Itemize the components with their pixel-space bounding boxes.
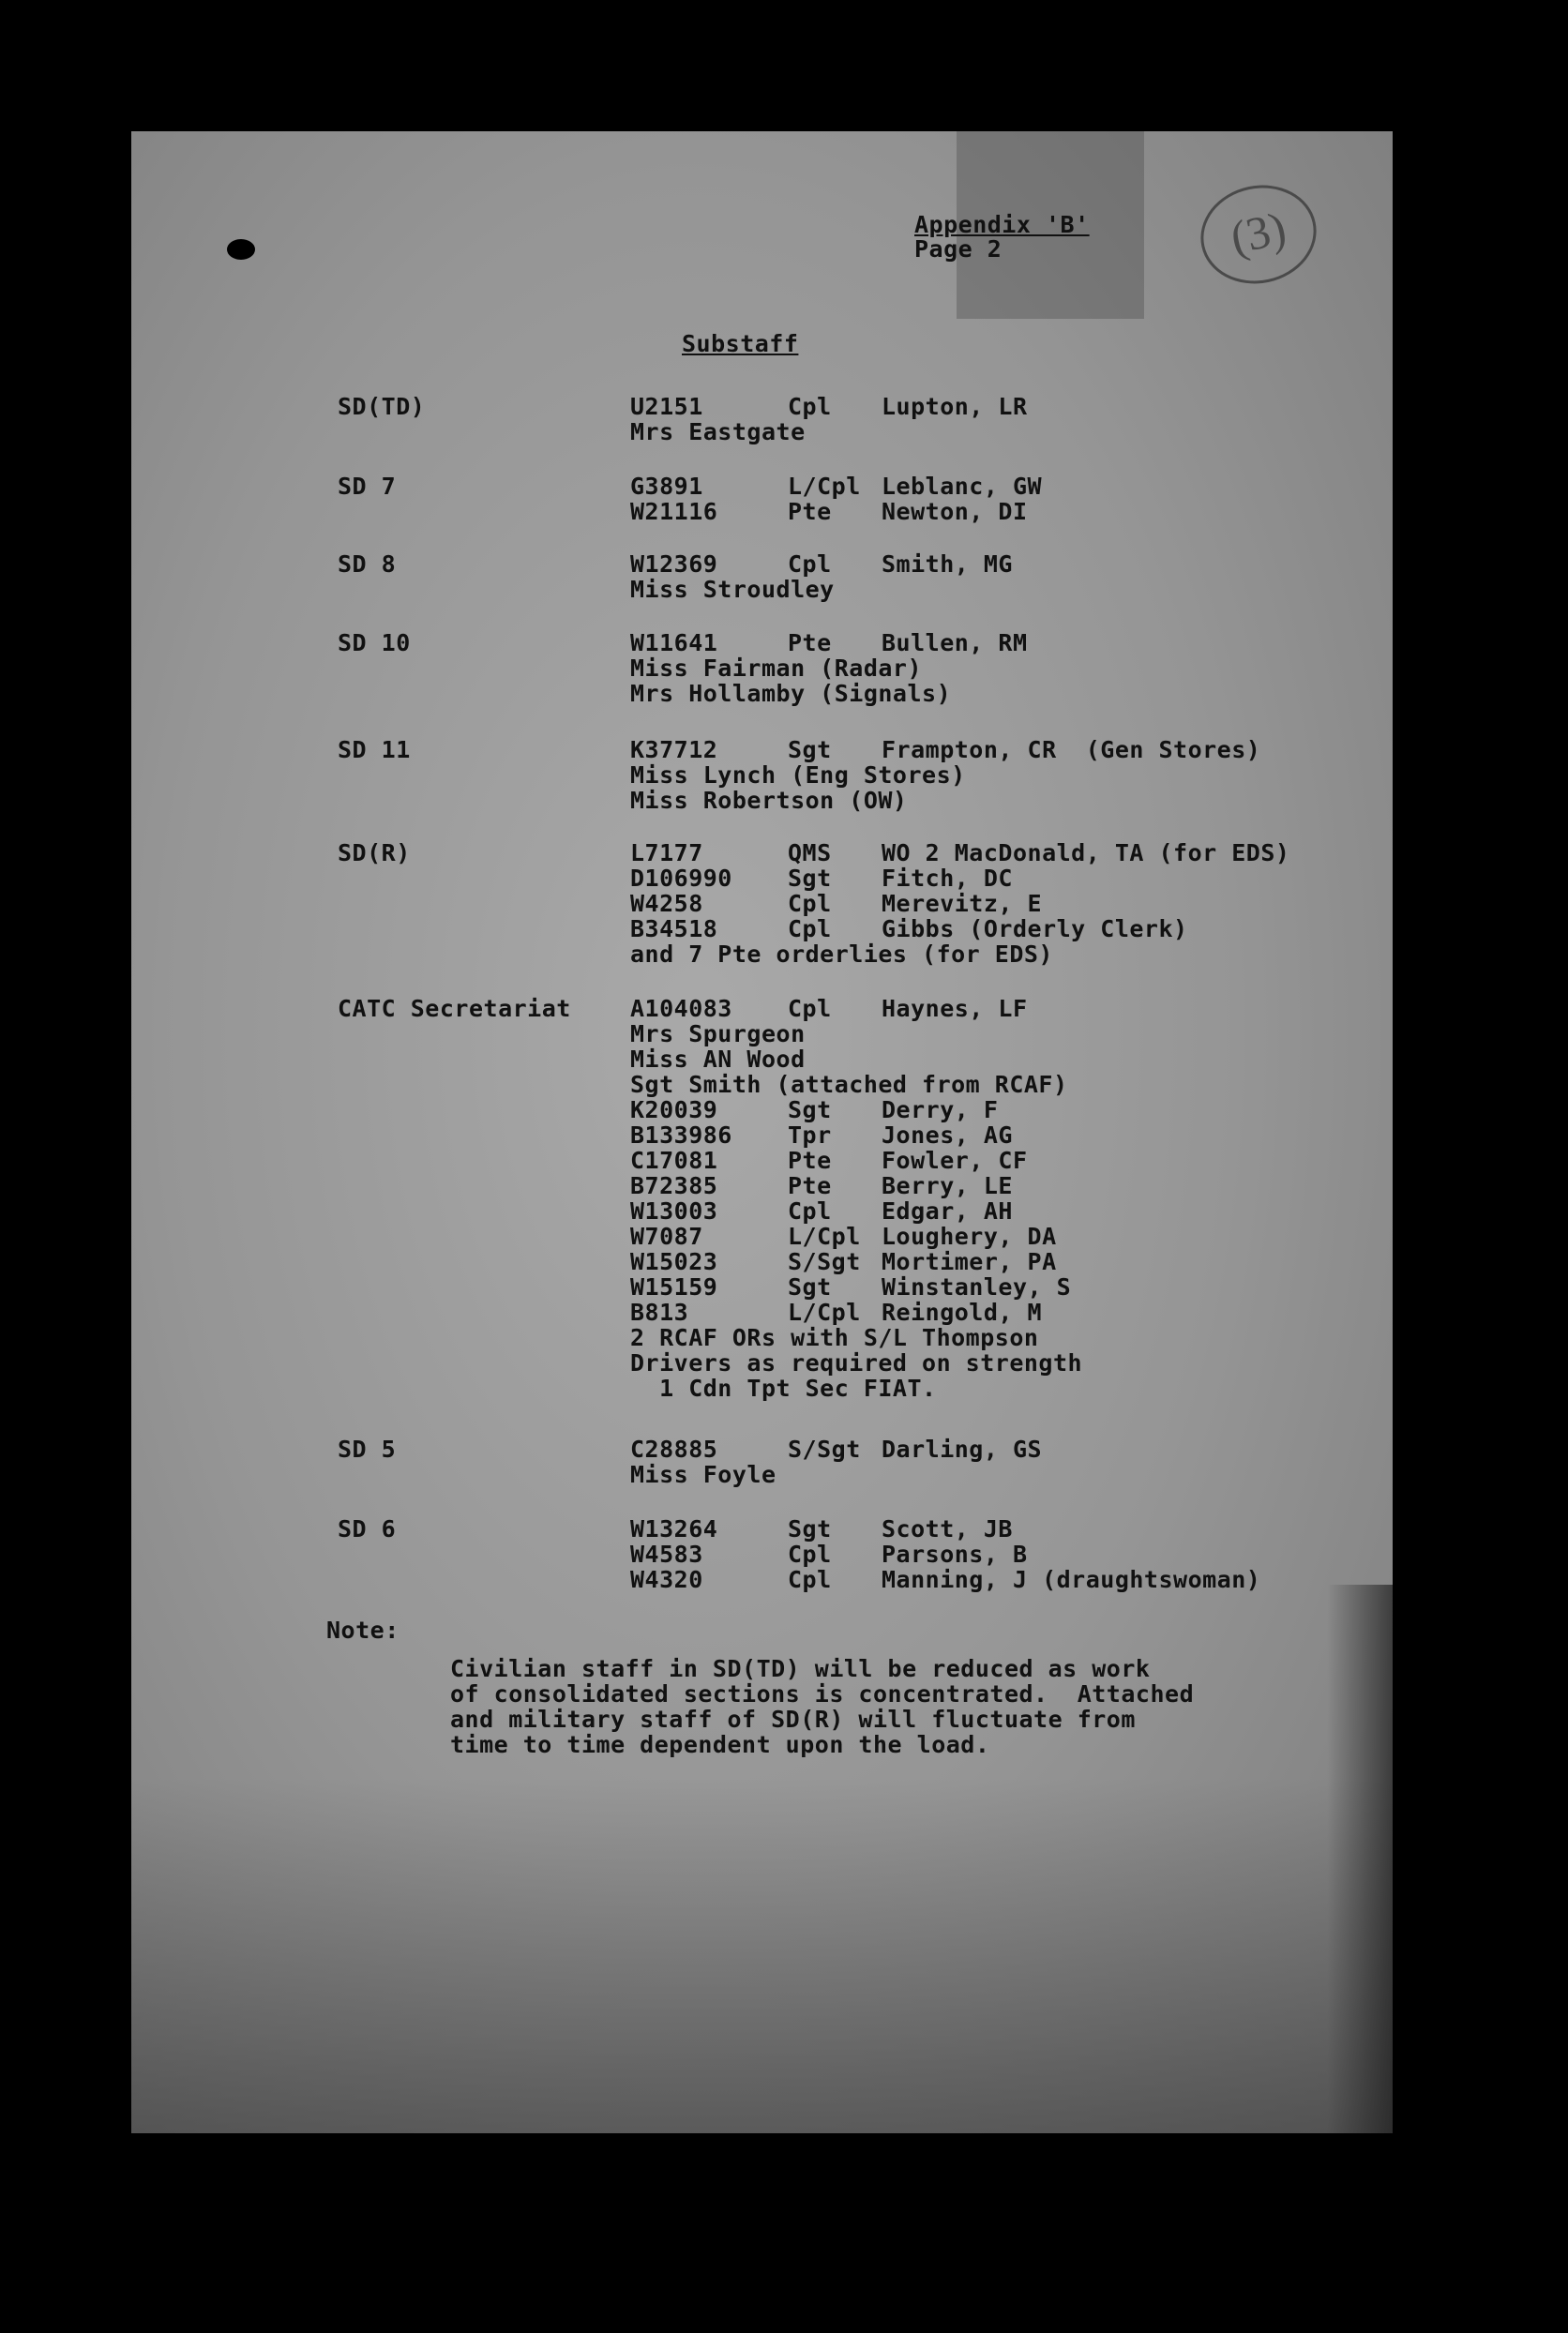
staff-name: WO 2 MacDonald, TA (for EDS) bbox=[882, 839, 1290, 866]
staff-name: Lupton, LR bbox=[882, 393, 1028, 420]
staff-name: Manning, J (draughtswoman) bbox=[882, 1566, 1261, 1593]
rank: Cpl bbox=[788, 1541, 832, 1568]
staff-name: Merevitz, E bbox=[882, 890, 1043, 917]
stamp-text: (3) bbox=[1226, 201, 1290, 264]
staff-name: Winstanley, S bbox=[882, 1273, 1072, 1301]
note-line: Civilian staff in SD(TD) will be reduced as work bbox=[450, 1655, 1151, 1682]
page-number: Page 2 bbox=[914, 235, 1003, 263]
rank: L/Cpl bbox=[788, 1299, 861, 1326]
service-number: D106990 bbox=[630, 865, 732, 892]
rank: Cpl bbox=[788, 550, 832, 578]
service-number: W21116 bbox=[630, 498, 718, 525]
staff-name: Frampton, CR (Gen Stores) bbox=[882, 736, 1261, 763]
section-name: SD 8 bbox=[338, 550, 397, 578]
section-name: SD 7 bbox=[338, 473, 397, 500]
section-name: SD 6 bbox=[338, 1515, 397, 1543]
rank: Cpl bbox=[788, 915, 832, 942]
service-number: W4583 bbox=[630, 1541, 703, 1568]
rank: QMS bbox=[788, 839, 832, 866]
section-name: SD 11 bbox=[338, 736, 411, 763]
note-line: time to time dependent upon the load. bbox=[450, 1731, 990, 1758]
staff-entry-text: Miss Stroudley bbox=[630, 576, 835, 603]
appendix-label: Appendix 'B' bbox=[914, 211, 1090, 238]
rank: Pte bbox=[788, 629, 832, 656]
staff-name: Berry, LE bbox=[882, 1172, 1013, 1199]
staff-name: Loughery, DA bbox=[882, 1223, 1057, 1250]
service-number: W7087 bbox=[630, 1223, 703, 1250]
staff-entry-text: Miss Fairman (Radar) bbox=[630, 655, 923, 682]
staff-entry-text: Mrs Eastgate bbox=[630, 418, 806, 445]
rank: Pte bbox=[788, 1147, 832, 1174]
staff-entry-text: Miss AN Wood bbox=[630, 1046, 806, 1073]
rank: Sgt bbox=[788, 736, 832, 763]
note-line: of consolidated sections is concentrated. Attached bbox=[450, 1680, 1195, 1708]
service-number: B72385 bbox=[630, 1172, 718, 1199]
service-number: L7177 bbox=[630, 839, 703, 866]
service-number: B813 bbox=[630, 1299, 689, 1326]
staff-entry-text: Miss Robertson (OW) bbox=[630, 787, 908, 814]
rank: L/Cpl bbox=[788, 1223, 861, 1250]
staff-entry-text: Miss Foyle bbox=[630, 1461, 776, 1488]
staff-entry-text: and 7 Pte orderlies (for EDS) bbox=[630, 941, 1053, 968]
staff-name: Reingold, M bbox=[882, 1299, 1043, 1326]
staff-name: Gibbs (Orderly Clerk) bbox=[882, 915, 1188, 942]
punch-hole bbox=[227, 239, 255, 260]
service-number: K20039 bbox=[630, 1096, 718, 1123]
staff-name: Edgar, AH bbox=[882, 1197, 1013, 1225]
staff-name: Jones, AG bbox=[882, 1121, 1013, 1149]
staff-entry-text: Mrs Hollamby (Signals) bbox=[630, 680, 952, 707]
rank: L/Cpl bbox=[788, 473, 861, 500]
note-line: and military staff of SD(R) will fluctuate from bbox=[450, 1706, 1136, 1733]
staff-name: Haynes, LF bbox=[882, 995, 1028, 1022]
service-number: G3891 bbox=[630, 473, 703, 500]
section-name: SD 5 bbox=[338, 1436, 397, 1463]
rank: Pte bbox=[788, 1172, 832, 1199]
rank: Cpl bbox=[788, 890, 832, 917]
service-number: W15023 bbox=[630, 1248, 718, 1275]
section-name: SD(TD) bbox=[338, 393, 426, 420]
rank: Sgt bbox=[788, 1096, 832, 1123]
service-number: W13264 bbox=[630, 1515, 718, 1543]
staff-name: Bullen, RM bbox=[882, 629, 1028, 656]
staff-name: Mortimer, PA bbox=[882, 1248, 1057, 1275]
rank: Tpr bbox=[788, 1121, 832, 1149]
rank: Pte bbox=[788, 498, 832, 525]
note-label: Note: bbox=[326, 1617, 400, 1644]
rank: Cpl bbox=[788, 1197, 832, 1225]
staff-name: Parsons, B bbox=[882, 1541, 1028, 1568]
service-number: W11641 bbox=[630, 629, 718, 656]
section-name: SD 10 bbox=[338, 629, 411, 656]
service-number: K37712 bbox=[630, 736, 718, 763]
staff-entry-text: Mrs Spurgeon bbox=[630, 1020, 806, 1047]
rank: Cpl bbox=[788, 1566, 832, 1593]
staff-entry-text: Miss Lynch (Eng Stores) bbox=[630, 761, 966, 789]
page-title: Substaff bbox=[682, 330, 799, 357]
staff-name: Darling, GS bbox=[882, 1436, 1043, 1463]
page-shadow-bottom bbox=[131, 1777, 1393, 2133]
service-number: B34518 bbox=[630, 915, 718, 942]
staff-name: Fowler, CF bbox=[882, 1147, 1028, 1174]
staff-name: Newton, DI bbox=[882, 498, 1028, 525]
service-number: C17081 bbox=[630, 1147, 718, 1174]
staff-name: Scott, JB bbox=[882, 1515, 1013, 1543]
staff-name: Leblanc, GW bbox=[882, 473, 1043, 500]
staff-name: Fitch, DC bbox=[882, 865, 1013, 892]
staff-name: Derry, F bbox=[882, 1096, 999, 1123]
rank: Sgt bbox=[788, 1515, 832, 1543]
staff-name: Smith, MG bbox=[882, 550, 1013, 578]
staff-entry-text: Drivers as required on strength bbox=[630, 1349, 1083, 1377]
section-name: SD(R) bbox=[338, 839, 411, 866]
staff-entry-text: Sgt Smith (attached from RCAF) bbox=[630, 1071, 1068, 1098]
rank: S/Sgt bbox=[788, 1436, 861, 1463]
rank: Cpl bbox=[788, 393, 832, 420]
service-number: W4258 bbox=[630, 890, 703, 917]
service-number: W4320 bbox=[630, 1566, 703, 1593]
service-number: W13003 bbox=[630, 1197, 718, 1225]
section-name: CATC Secretariat bbox=[338, 995, 571, 1022]
rank: Sgt bbox=[788, 865, 832, 892]
rank: S/Sgt bbox=[788, 1248, 861, 1275]
service-number: W15159 bbox=[630, 1273, 718, 1301]
rank: Cpl bbox=[788, 995, 832, 1022]
service-number: W12369 bbox=[630, 550, 718, 578]
service-number: A104083 bbox=[630, 995, 732, 1022]
service-number: C28885 bbox=[630, 1436, 718, 1463]
rank: Sgt bbox=[788, 1273, 832, 1301]
service-number: B133986 bbox=[630, 1121, 732, 1149]
service-number: U2151 bbox=[630, 393, 703, 420]
staff-entry-text: 1 Cdn Tpt Sec FIAT. bbox=[630, 1375, 937, 1402]
staff-entry-text: 2 RCAF ORs with S/L Thompson bbox=[630, 1324, 1039, 1351]
